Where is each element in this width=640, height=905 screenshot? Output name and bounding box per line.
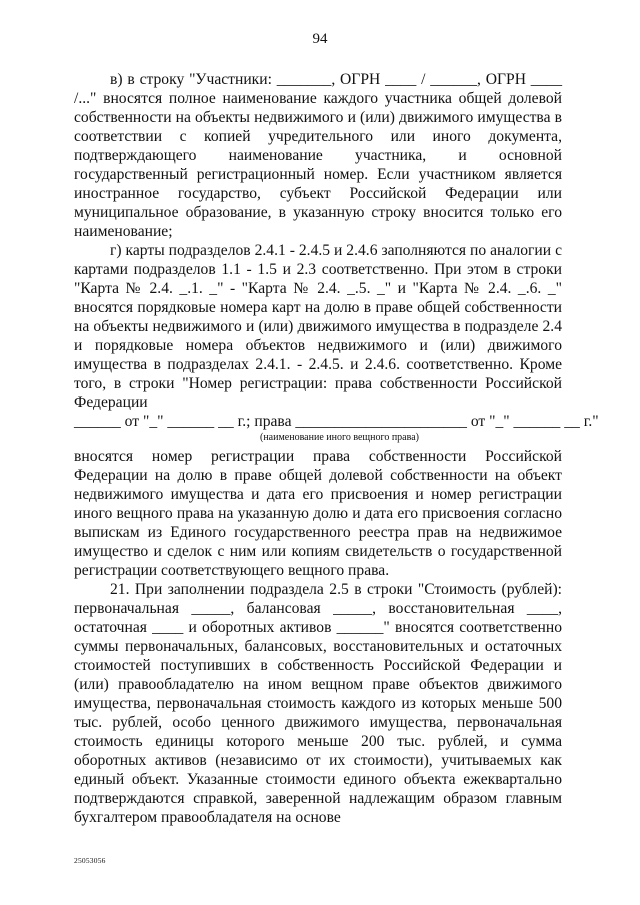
page-number: 94 <box>312 31 328 47</box>
paragraph-v: в) в строку "Участники: _______, ОГРН ____ / ______, ОГРН ____ /..." вносятся полное наименование каждого участника общей долевой собственности на объекты недвижимого и (или) движимого имущества в соответствии с копией учредительного или иного документа, подтверждающего наименование участника, и основной государственный регистрационный номер. Если участником является иностранное государство, субъект Российской Федерации или муниципальное образование, в указанную строку вносится только его наименование; <box>74 71 562 240</box>
paragraph-g-continued: вносятся номер регистрации права собственности Российской Федерации на долю в праве общей долевой собственности на объект недвижимого имущества и дата его присвоения и номер регистрации иного вещного права на указанную долю и дата его присвоения согласно выпискам из Единого государственного реестра прав на недвижимое имущество и сделок с ним или копиям свидетельств о государственной регистрации соответствующего вещного права. <box>74 448 562 579</box>
document-code: 25053056 <box>74 856 106 865</box>
paragraph-21: 21. При заполнении подраздела 2.5 в строки "Стоимость (рублей): первоначальная _____, балансовая _____, восстановительная ____, остаточная ____ и оборотных активов ______" вносятся соответственно суммы первоначальных, балансовых, восстановительных и остаточных стоимостей поступивших в собственность Российской Федерации и (или) правообладателю на ином вещном праве объектов движимого имущества, первоначальная стоимость каждого из которых меньше 500 тыс. рублей, особо ценного движимого имущества, первоначальная стоимость единицы которого меньше 200 тыс. рублей, и сумма оборотных активов (независимо от их стоимости), учитываемых как единый объект. Указанные стоимости единого объекта ежеквартально подтверждаются справкой, заверенной надлежащим образом главным бухгалтером правообладателя на основе <box>74 581 562 826</box>
registration-line: ______ от "_" ______ __ г.; права ______________________ от "_" ______ __ г." <box>74 413 599 430</box>
paragraph-g: г) карты подразделов 2.4.1 - 2.4.5 и 2.4.6 заполняются по аналогии с картами подразделов 1.1 - 1.5 и 2.3 соответственно. При этом в строки "Карта № 2.4. _.1. _" - "Карта № 2.4. _.5. _" и "Карта № 2.4. _.6. _" вносятся порядковые номера карт на долю в праве общей собственности на объекты недвижимого и (или) движимого имущества в подразделе 2.4 и порядковые номера объектов недвижимого и (или) движимого имущества в подразделах 2.4.1. - 2.4.5. и 2.4.6. соответственно. Кроме того, в строки "Номер регистрации: права собственности Российской Федерации <box>74 242 562 411</box>
document-body <box>74 70 599 827</box>
registration-caption: (наименование иного вещного права) <box>260 432 419 443</box>
